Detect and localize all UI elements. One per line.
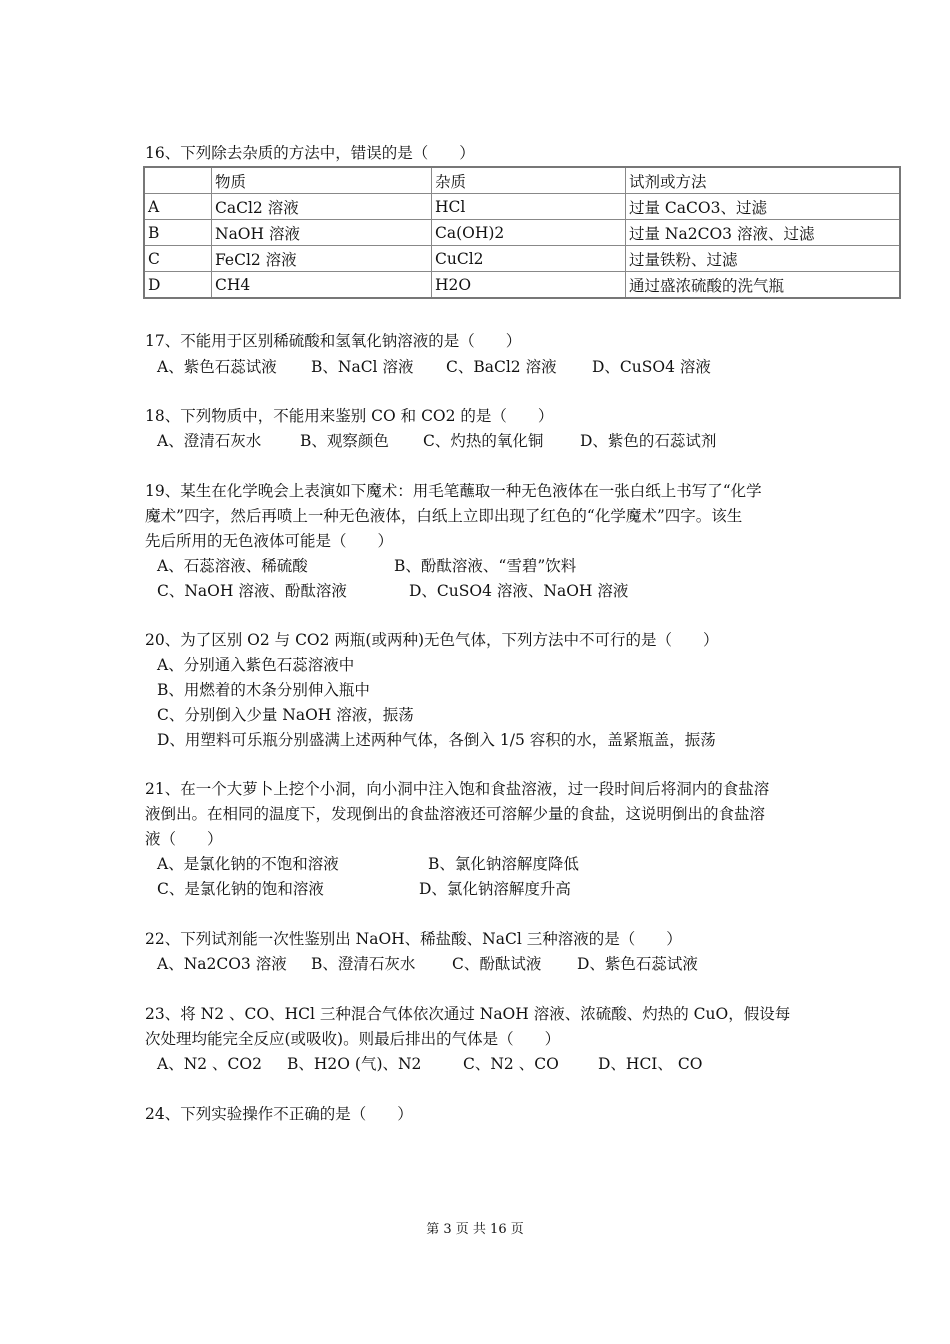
table-cell: A <box>144 194 212 220</box>
option-d: D、紫色石蕊试液 <box>577 955 698 973</box>
question-23-stem-line-2: 次处理均能完全反应(或吸收)。则最后排出的气体是（ ） <box>145 1030 561 1048</box>
option-c: C、BaCl2 溶液 <box>446 358 557 376</box>
table-cell: 过量 Na2CO3 溶液、过滤 <box>626 220 901 246</box>
question-16-stem: 16、下列除去杂质的方法中，错误的是（ ） <box>145 144 475 162</box>
table-cell: NaOH 溶液 <box>212 220 432 246</box>
question-19-stem-line-1: 19、某生在化学晚会上表演如下魔术：用毛笔蘸取一种无色液体在一张白纸上书写了“化学 <box>145 482 762 500</box>
option-a: A、石蕊溶液、稀硫酸 <box>157 557 308 575</box>
option-a: A、Na2CO3 溶液 <box>157 955 287 973</box>
option-b: B、H2O (气)、N2 <box>287 1055 422 1073</box>
question-19-stem-line-3: 先后所用的无色液体可能是（ ） <box>145 532 394 550</box>
table-cell: H2O <box>432 272 626 299</box>
table-header-cell: 杂质 <box>432 167 626 194</box>
option-b: B、NaCl 溶液 <box>311 358 414 376</box>
option-b: B、氯化钠溶解度降低 <box>428 855 579 873</box>
option-c: C、酚酞试液 <box>452 955 542 973</box>
table-cell: CuCl2 <box>432 246 626 272</box>
question-20-stem: 20、为了区别 O2 与 CO2 两瓶(或两种)无色气体，下列方法中不可行的是（ ） <box>145 631 719 649</box>
table-row <box>144 272 900 299</box>
table-row <box>144 246 900 272</box>
table-cell: 通过盛浓硫酸的洗气瓶 <box>626 272 901 299</box>
question-19-stem-line-2: 魔术”四字，然后再喷上一种无色液体，白纸上立即出现了红色的“化学魔术”四字。该生 <box>145 507 743 525</box>
option-c: C、NaOH 溶液、酚酞溶液 <box>157 582 347 600</box>
table-cell: C <box>144 246 212 272</box>
option-b: B、观察颜色 <box>300 432 389 450</box>
question-18-stem: 18、下列物质中，不能用来鉴别 CO 和 CO2 的是（ ） <box>145 407 554 425</box>
option-d: D、紫色的石蕊试剂 <box>580 432 717 450</box>
question-22-stem: 22、下列试剂能一次性鉴别出 NaOH、稀盐酸、NaCl 三种溶液的是（ ） <box>145 930 682 948</box>
table-header-cell <box>144 167 212 194</box>
table-row <box>144 194 900 220</box>
table-cell: 过量 CaCO3、过滤 <box>626 194 901 220</box>
option-c: C、N2 、CO <box>463 1055 559 1073</box>
option-b: B、酚酞溶液、“雪碧”饮料 <box>394 557 577 575</box>
option-a: A、紫色石蕊试液 <box>157 358 277 376</box>
option-b: B、澄清石灰水 <box>311 955 416 973</box>
question-16-table <box>143 166 901 299</box>
option-c: C、分别倒入少量 NaOH 溶液，振荡 <box>157 706 414 724</box>
option-d: D、CuSO4 溶液 <box>592 358 711 376</box>
table-cell: 过量铁粉、过滤 <box>626 246 901 272</box>
table-header-cell: 试剂或方法 <box>626 167 901 194</box>
option-a: A、N2 、CO2 <box>157 1055 262 1073</box>
table-cell: Ca(OH)2 <box>432 220 626 246</box>
page-footer: 第 3 页 共 16 页 <box>426 1222 524 1237</box>
table-cell: B <box>144 220 212 246</box>
question-24-stem: 24、下列实验操作不正确的是（ ） <box>145 1105 413 1123</box>
question-21-stem-line-2: 液倒出。在相同的温度下，发现倒出的食盐溶液还可溶解少量的食盐，这说明倒出的食盐溶 <box>145 805 766 823</box>
table-cell: HCl <box>432 194 626 220</box>
table-header-row <box>144 167 900 194</box>
option-d: D、HCI、 CO <box>598 1055 703 1073</box>
option-d: D、氯化钠溶解度升高 <box>419 880 571 898</box>
table-row <box>144 220 900 246</box>
option-c: C、是氯化钠的饱和溶液 <box>157 880 324 898</box>
option-a: A、分别通入紫色石蕊溶液中 <box>157 656 355 674</box>
option-d: D、用塑料可乐瓶分别盛满上述两种气体，各倒入 1/5 容积的水，盖紧瓶盖，振荡 <box>157 731 716 749</box>
question-21-stem-line-3: 液（ ） <box>145 830 223 848</box>
option-a: A、澄清石灰水 <box>157 432 262 450</box>
table-cell: CaCl2 溶液 <box>212 194 432 220</box>
table-header-cell: 物质 <box>212 167 432 194</box>
question-21-stem-line-1: 21、在一个大萝卜上挖个小洞，向小洞中注入饱和食盐溶液，过一段时间后将洞内的食盐溶 <box>145 780 770 798</box>
option-b: B、用燃着的木条分别伸入瓶中 <box>157 681 370 699</box>
question-23-stem-line-1: 23、将 N2 、CO、HCl 三种混合气体依次通过 NaOH 溶液、浓硫酸、灼热的 CuO，假设每 <box>145 1005 791 1023</box>
table-cell: CH4 <box>212 272 432 299</box>
option-d: D、CuSO4 溶液、NaOH 溶液 <box>409 582 629 600</box>
option-a: A、是氯化钠的不饱和溶液 <box>157 855 339 873</box>
table-cell: D <box>144 272 212 299</box>
table-cell: FeCl2 溶液 <box>212 246 432 272</box>
option-c: C、灼热的氧化铜 <box>423 432 544 450</box>
question-17-stem: 17、不能用于区别稀硫酸和氢氧化钠溶液的是（ ） <box>145 332 522 350</box>
